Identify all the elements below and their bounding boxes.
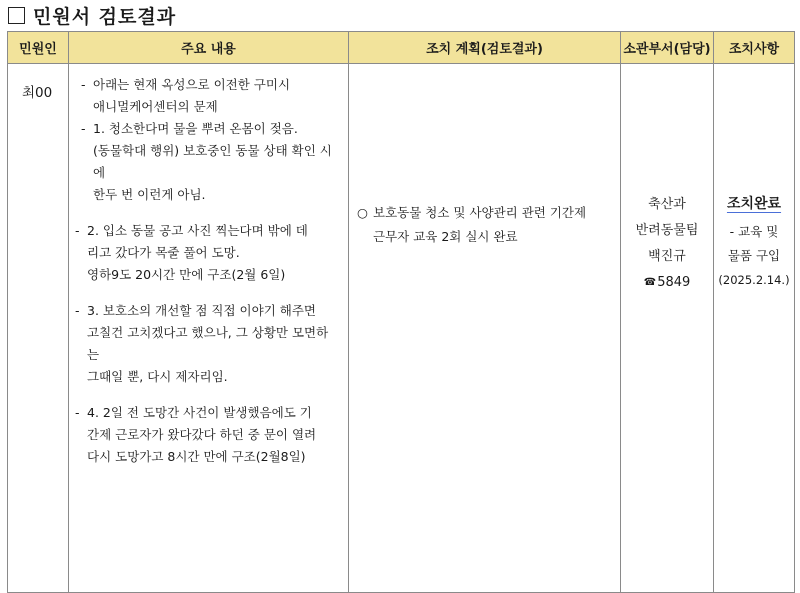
- content-item4-line2: 간제 근로자가 왔다갔다 하던 중 문이 열려: [87, 427, 317, 442]
- circle-bullet-icon: ○: [357, 205, 368, 220]
- content-item4-line1: 4. 2일 전 도망간 사건이 발생했음에도 기: [87, 405, 312, 420]
- content-cell: [69, 64, 349, 593]
- header-content: 주요 내용: [69, 32, 349, 64]
- content-item2-line1: 2. 입소 동물 공고 사진 찍는다며 밖에 데: [87, 223, 308, 238]
- action-status: 조치완료: [726, 196, 782, 212]
- content-item4-line3: 다시 도망가고 8시간 만에 구조(2월8일): [87, 449, 306, 464]
- header-dept: 소관부서(담당): [621, 32, 714, 64]
- content-item3-line2: 고칠건 고치겠다고 했으나, 그 상황만 모면하는: [87, 325, 329, 362]
- content-item3-line3: 그때일 뿐, 다시 제자리임.: [87, 369, 228, 384]
- content-item1-line3: 한두 번 이런게 아님.: [93, 187, 206, 202]
- content-item-2: - 2. 입소 동물 공고 사진 찍는다며 밖에 데 리고 갔다가 목줄 풀어 도망. 영하9도 20시간 만에 구조(2월 6일): [75, 223, 308, 282]
- header-applicant: 민원인: [8, 32, 69, 64]
- action-detail-line1: - 교육 및: [729, 224, 779, 239]
- square-outline-icon: [8, 7, 25, 24]
- content-item1-line1: 1. 청소한다며 물을 뿌려 온몸이 젖음.: [93, 121, 298, 136]
- content-item1-line2: (동물학대 행위) 보호중인 동물 상태 확인 시에: [93, 143, 332, 180]
- content-item3-line1: 3. 보호소의 개선할 점 직접 이야기 해주면: [87, 303, 316, 318]
- dept-team: 반려동물팀: [635, 223, 699, 238]
- content-item2-line2: 리고 갔다가 목줄 풀어 도망.: [87, 245, 240, 260]
- plan-line1: 보호동물 청소 및 사양관리 관련 기간제: [373, 205, 587, 220]
- dept-division: 축산과: [648, 197, 686, 212]
- content-intro: - 아래는 현재 옥성으로 이전한 구미시 애니멀케어센터의 문제: [81, 77, 291, 114]
- content-item-4: - 4. 2일 전 도망간 사건이 발생했음에도 기 간제 근로자가 왔다갔다 하던 중 문이 열려 다시 도망가고 8시간 만에 구조(2월8일): [75, 405, 317, 464]
- plan-cell: [349, 64, 621, 593]
- page-title-text: 민원서 검토결과: [33, 6, 177, 28]
- header-plan: 조치 계획(검토결과): [349, 32, 621, 64]
- content-item2-line3: 영하9도 20시간 만에 구조(2월 6일): [87, 267, 286, 282]
- action-date: (2025.2.14.): [718, 273, 790, 287]
- plan-line2: 근무자 교육 2회 실시 완료: [373, 229, 518, 244]
- header-row: [8, 32, 795, 64]
- applicant-name: 최00: [22, 85, 53, 101]
- dept-phone: [621, 270, 713, 296]
- action-cell: [714, 64, 795, 593]
- dept-phone-number: 5849: [657, 275, 691, 290]
- review-table: [7, 31, 795, 593]
- content-item-3: - 3. 보호소의 개선할 점 직접 이야기 해주면 고칠건 고치겠다고 했으나, 그 상황만 모면하는 그때일 뿐, 다시 제자리임.: [75, 303, 329, 384]
- content-intro-line1: 아래는 현재 옥성으로 이전한 구미시: [93, 77, 291, 92]
- content-item-1: - 1. 청소한다며 물을 뿌려 온몸이 젖음. (동물학대 행위) 보호중인 동물 상태 확인 시에 한두 번 이런게 아님.: [81, 121, 332, 202]
- dept-cell: [621, 64, 714, 593]
- action-detail-line2: 물품 구입: [727, 248, 781, 263]
- table-row: [8, 64, 795, 593]
- dept-person: 백진규: [648, 249, 686, 264]
- page-title: [6, 2, 176, 29]
- applicant-cell: [8, 64, 69, 593]
- header-action: 조치사항: [714, 32, 795, 64]
- phone-icon: ☎: [643, 277, 657, 288]
- content-intro-line2: 애니멀케어센터의 문제: [93, 99, 218, 114]
